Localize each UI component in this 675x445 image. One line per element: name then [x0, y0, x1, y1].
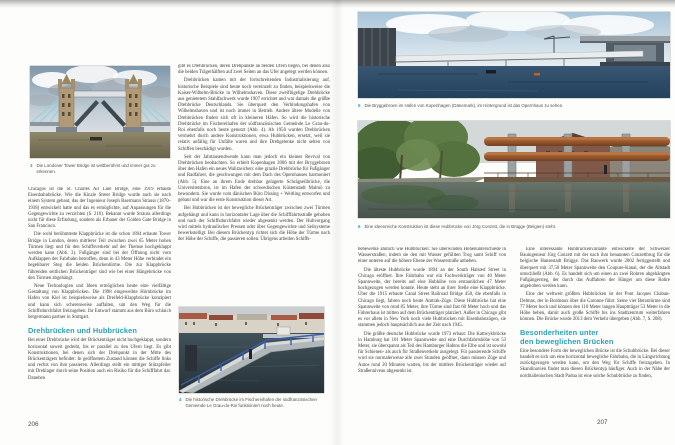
body-paragraph: Chicagos ist die St. Charles Air Line Bridge, eine 1919 erbaute Eisenbahnbrücke. Wie die Kinzie Street Bridge wurde auch sie nach einem System gebaut, das der Ingenieur Joseph Baermann Strauss (1870–1938) entwickelt hatte und das es ermöglichte, auf Anpassungen für die Gegengewichte zu verzichten (S. 210). Bekannt wurde Strauss allerdings nicht für diese Erfindung, sondern als Erbauer der Golden Gate Bridge in San Francisco.	[28, 187, 171, 230]
body-paragraph: gibt es Drehbrücken, deren Drehpunkte an beiden Ufern liegen, bei denen also die beiden Trägerhälften auf zwei Seiten an das Ufer angelegt werden können.	[178, 64, 330, 76]
figure-caption-text: Die historische Drehbrücke im Fischereihafen der südfranzösischen Gemeinde Le Grau-du-Roi funktioniert noch heute.	[185, 397, 317, 408]
swing-bridge-illustration	[179, 307, 324, 393]
figure-caption-bryggebroen	[358, 103, 670, 109]
body-paragraph: Die wohl berühmteste Klappbrücke ist die schon 1894 erbaute Tower Bridge in London, deren mittlerer Teil zwischen zwei 65 Meter hohen Türmen liegt und für den Schiffsverkehr auf der Themse hochgeklappt werden kann (Abb. 3). Fußgänger sind bei der Öffnung nicht vom Aufklappen der Fahrbahn betroffen, denn in 43 Meter Höhe verbindet ein begehbarer Steg die beiden Brückentürme. Die zur Klappbrücke führenden seitlichen Brückenträger sind wie bei einer Hängebrücke von den Türmen abgehängt.	[28, 232, 171, 281]
left-page-column-2	[178, 64, 330, 302]
photo-swing-bridge-le-grau-du-roi	[179, 307, 324, 393]
section-heading-line-2: den beweglichen Brücken	[520, 336, 614, 346]
body-paragraph: Drehbrücken kamen mit der fortschreitenden Industrialisierung auf, historische Beispiele sind heute noch vereinzelt zu finden, beispielsweise die Kaiser-Wilhelm-Brücke in Wilhelmshaven. Diese zweiflügelige Drehbrücke aus genietetem Stahlfachwerk wurde 1907 errichtet und war damals die größte Drehbrücke Deutschlands. Sie überquert den Verbindungshafen von Wilhelmshaven und ist noch immer in Betrieb. Andere ältere Modelle von Drehbrücken finden sich oft in kleineren Häfen. So wird die historische Drehbrücke im Fischereihafen der südfranzösischen Gemeinde Le Grau-du-Roi ebenfalls noch heute genutzt (Abb. 4). Ab 1950 wurden Drehbrücken vermehrt durch andere Konstruktionen, etwa Hubbrücken, ersetzt, weil sie relativ anfällig für Unfälle waren und ihre Drehgelenke nicht selten von Schiffen beschädigt wurden.	[178, 78, 330, 152]
figure-number: 6	[358, 224, 361, 229]
body-paragraph: Eine der weltweit größten Hubbrücken ist der Pont Jacques Chaban-Delmas, der in Bordeaux über die Garonne führt. Seine vier Betontürme sind 77 Meter hoch und können den 110 Meter langen Hauptträger 53 Meter in die Höhe heben, damit auch große Schiffe bis ins Stadtzentrum weiterfahren können. Die Brücke wurde 2013 dem Verkehr übergeben (Abb. 7, S. 208).	[520, 292, 670, 323]
body-paragraph: Seit der Jahrtausendwende kann man jedoch ein kleines Revival von Drehbrücken beobachten. So erhielt Kopenhagen 2006 mit der Bryggebroen über den Hafen ein neues Wahrzeichen: eine grazile Drehbrücke für Fußgänger und Radfahrer, die geschwungen mit dem Dach des Opernhauses harmoniert (Abb. 5). Eine an ihrem Ende drehbar gelagerte Schrägseilbrücke, die Universitetsbron, ist im Hafen der schwedischen Küstenstadt Malmö zu bewundern. Sie wurde vom dänischen Büro Dissing + Weitling entworfen und gebaut und war die erste Konstruktion dieser Art.	[178, 154, 330, 204]
body-paragraph: Bei Hubbrücken ist der bewegliche Brückenträger zwischen zwei Türmen aufgehängt und kann in horizontaler Lage über die Schifffahrtsstraße gehoben und nach der Schiffsdurchfahrt wieder abgesenkt werden. Der Hubvorgang wird mittels hydraulischer Pressen oder über Gegengewichte und Seilsysteme bewerkstelligt. Bei diesem Brückentyp richtet sich die Höhe der Türme nach der Höhe der Schiffe, die passieren sollen. Übrigens arbeiten Schiffs-	[178, 206, 330, 243]
figure-caption-bruges	[358, 224, 670, 230]
figure-caption-text: Eine ideenreiche Konstruktion ist diese Hubbrücke von Jörg Conzett, die in Brügge (Belgien) steht.	[364, 224, 557, 229]
left-page-column-1	[28, 187, 171, 415]
bruges-canal-illustration	[358, 121, 670, 218]
section-heading-drehbruecken: Drehbrücken und Hubbrücken	[28, 326, 137, 336]
section-heading-besonderheiten	[520, 329, 670, 345]
figure-caption-text: Die Bryggebroen im Hafen von Kopenhagen (Dänemark), im Hintergrund ist das Opernhaus zu sehen.	[364, 103, 564, 108]
section-heading-line-1: Besonderheiten unter	[520, 328, 599, 338]
body-paragraph: Bei einer Drehbrücke wird der Brückenträger nicht hochgeklappt, sondern horizontal soweit gedreht, bis er parallel zu den Ufern liegt. Es gibt Konstruktionen, bei denen sich der Drehpunkt in der Mitte des Brückenträgers befindet: In geöffnetem Zustand können die Schiffe links und rechts von ihm passieren. Allerdings stellt ein mittiger Stützpfeiler mit Drehlager durch seine Position auch ein Risiko für die Schifffahrt dar. Daneben	[28, 338, 171, 381]
body-paragraph: Neue Technologien und Ideen ermöglichen heute eine vielfältige Gestaltung von Klappbrücken. Die 1998 eingeweihte Hörnbrücke im Hafen von Kiel ist beispielsweise als Dreifeld-Klappbrücke konzipiert und kann sich scherenweise auffalten, um den Weg für die Schiffsdurchfahrt freizugeben. Ihr Entwurf stammt aus dem Büro schlaich bergermann partner in Stuttgart.	[28, 284, 171, 321]
figure-caption-swing-bridge	[179, 397, 325, 408]
photo-tower-bridge	[30, 66, 170, 158]
tower-bridge-illustration	[30, 66, 170, 158]
right-page-column-1	[358, 247, 506, 417]
page-number-left: 206	[28, 421, 39, 428]
figure-number: 4	[179, 397, 182, 402]
body-paragraph: Eine interessante Hubbrückenvariante entwickelte der Schweizer Bauingenieur Jürg Conzett mit der nach ihm benannten Conzettbrug für die belgische Hansestadt Brügge. Das Bauwerk wurde 2002 fertiggestellt und überquert mit 37,50 Meter Spannweite den Coupure-Kanal, der die Altstadt umschließt (Abb. 6). Es handelt sich um einen an zwei Rohren abgehängten Fußgängersteg, der durch das Auffahren der Hänger um diese Rohre angehoben werden kann.	[520, 247, 670, 290]
photo-lift-bridge-bruges	[358, 121, 670, 218]
right-page-column-2	[520, 247, 670, 417]
photo-bryggebroen-copenhagen	[358, 12, 670, 98]
copenhagen-harbor-illustration	[358, 12, 670, 98]
body-paragraph: Die älteste Hubbrücke wurde 1894 an der South Halsted Street in Chicago eröffnet. Ihre Fahrbahn war ein Fachwerkträger von 40 Meter Spannweite, der bereits auf eine Hubhöhe von erstaunlichen 47 Meter hochgezogen werden konnte. Heute steht an ihrer Stelle eine Klappbrücke. Über die 1915 erbaute Canal Street Railroad Bridge 458, die ebenfalls in Chicago liegt, fahren noch heute Amtrak-Züge. Diese Hubbrücke hat eine Spannweite von rund 85 Meter, ihre Türme sind fast 60 Meter hoch und das Führerhaus ist mitten auf dem Brückenträger platziert. Außer in Chicago gibt es vor allem in New York noch viele Hubbrücken mit Eisenbahnzügen, sie stammen jedoch hauptsächlich aus der Zeit nach 1945.	[358, 267, 506, 329]
figure-number: 3	[30, 163, 33, 168]
body-paragraph: hebewerke ähnlich wie Hubbrücken: Sie überwinden Höhenunterschiede in Wasserstraßen, indem sie den mit Wasser gefüllten Trog samt Schiff von einer unteren auf die höhere Ebene der Wasserstraße anheben.	[358, 247, 506, 265]
page-number-right: 207	[597, 419, 608, 426]
figure-number: 5	[358, 103, 361, 108]
body-paragraph: Die größte deutsche Hubbrücke wurde 1973 erbaut: Die Kattwykbrücke in Hamburg hat 101 Meter Spannweite und eine Durchfahrtshöhe von 53 Meter, sie überspannt als Teil des Hamburger Hafens die Elbe und ist sowohl für Schienen- als auch für Straßenverkehr ausgelegt. Für passierende Schiffe wird sie normalerweise alle zwei Stunden geöffnet, dann müssen Züge und Autos rund 20 Minuten warten, bis der mittlere Brückenträger wieder auf Straßenniveau abgesenkt ist.	[358, 331, 506, 374]
book-spine-shadow	[330, 0, 344, 445]
body-paragraph: Eine besondere Form der beweglichen Brücke ist die Schubbrücke. Bei dieser handelt es sich um eine horizontal bewegliche Fahrbahn, die in Längsrichtung zurückgezogen werden kann, um den Weg für Schiffe freizugeben. In Skandinavien findet man diesen Brückentyp häufiger. Auch in der Nähe der norditalienischen Stadt Padua ist eine solche Schubbrücke zu finden,	[520, 348, 670, 379]
figure-caption-text: Die Londoner Tower Bridge ist weltberühmt und immer gut zu erkennen.	[36, 163, 156, 174]
figure-caption-tower-bridge	[30, 163, 170, 174]
